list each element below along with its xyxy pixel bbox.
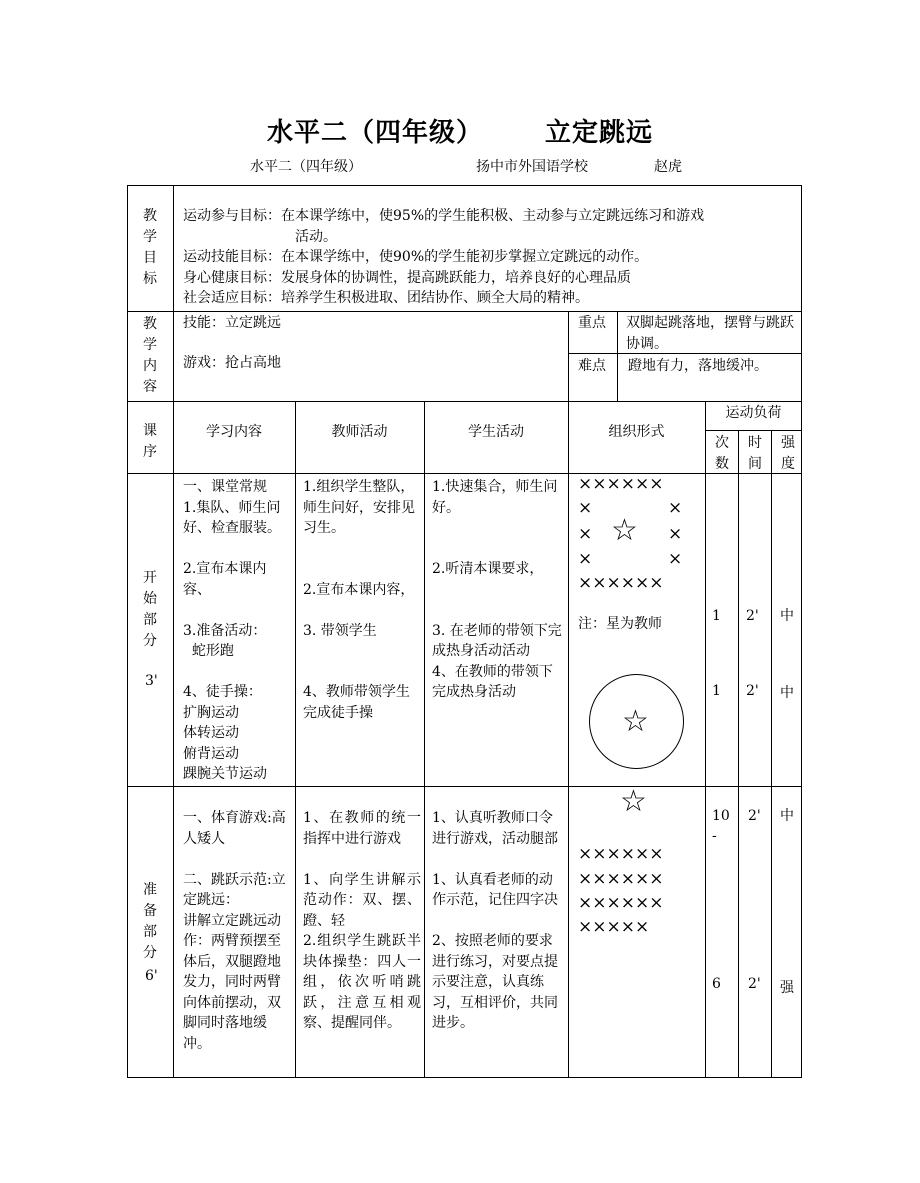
key-point-label: 重点: [578, 315, 606, 331]
section1-times-2: 1: [712, 683, 721, 699]
section1-duration-1: 2': [746, 608, 759, 624]
formation-row: ××××××: [578, 474, 664, 494]
header-order: 课序: [143, 423, 157, 460]
school-label: 扬中市外国语学校: [476, 159, 588, 175]
header-learn: 学习内容: [206, 424, 262, 440]
content-skill: 技能：立定跳远: [183, 315, 281, 331]
section1-intensity-2: 中: [780, 685, 794, 701]
formation-row: ××××××: [578, 893, 664, 913]
section1-duration-2: 2': [746, 683, 759, 699]
section1-teacher: 1.组织学生整队，师生问好，安排见习生。 2.宣布本课内容， 3. 带领学生 4、教师带领学生完成徒手操: [303, 479, 415, 721]
header-load: 运动负荷: [725, 405, 782, 421]
section2-learn: 一、体育游戏:高人矮人 二、跳跃示范:立定跳远： 讲解立定跳远动作：两臂预摆至体后，双腿蹬地发力，同时两臂向体前摆动，双脚同时落地缓冲。: [183, 810, 286, 1052]
section1-label: 开始部分: [143, 570, 157, 649]
goals-label: 教学目标: [143, 208, 157, 287]
formation-row: ×: [668, 524, 683, 544]
content-label: 教学内容: [143, 316, 157, 395]
section1-intensity-1: 中: [780, 608, 794, 624]
teacher-name: 赵虎: [654, 159, 682, 175]
formation-row: ××××××: [578, 573, 664, 593]
section2-times-2: 6: [712, 976, 721, 992]
formation-row: ×: [668, 549, 683, 569]
formation-row: ××××××: [578, 869, 664, 889]
header-times: 次数: [715, 435, 729, 472]
header-student: 学生活动: [468, 424, 524, 440]
section1-student: 1.快速集合，师生问好。 2.听清本课要求， 3. 在老师的带领下完成热身活动活动 4、在教师的带领下完成热身活动: [432, 479, 562, 700]
goal-health: 身心健康目标：发展身体的协调性，提高跳跃能力，培养良好的心理品质: [183, 269, 631, 286]
section2-duration-1: 2': [748, 808, 761, 824]
section2-student: 1、认真听教师口令进行游戏，活动腿部 1、认真看老师的动作示范，记住四字决 2、按照老师的要求进行练习，对要点提示要注意，认真练习，互相评价，共同进步。: [432, 810, 558, 1031]
header-organization: 组织形式: [608, 424, 665, 440]
header-intensity: 强度: [781, 435, 795, 472]
goal-skill: 运动技能目标：在本课学练中，使90%的学生能初步掌握立定跳远的动作。: [183, 249, 649, 265]
formation-row: ×: [578, 524, 593, 544]
section1-learn: 一、课堂常规 1.集队、师生问好、检查服装。 2.宣布本课内容、 3.准备活动： 蛇形跑 4、徒手操： 扩胸运动 体转运动 俯背运动 踝腕关节运动: [183, 479, 281, 782]
goal-social: 社会适应目标：培养学生积极进取、团结协作、顾全大局的精神。: [183, 290, 589, 306]
grade-label: 水平二（四年级）: [250, 159, 362, 175]
section2-duration-2: 2': [748, 976, 761, 992]
teacher-star-icon: ☆: [622, 704, 649, 739]
section2-intensity-2: 强: [780, 980, 794, 996]
section2-label: 准备部分: [143, 882, 157, 961]
goal-participation-cont: 活动。: [295, 228, 337, 245]
section1-times-1: 1: [712, 608, 721, 624]
formation-row: ×: [578, 549, 593, 569]
section2-times-1: 10 -: [712, 808, 730, 844]
section2-teacher: 1、在教师的统一指挥中进行游戏 1、向学生讲解示范动作：双、摆、蹬、轻 2.组织学生跳跃半块体操垫：四人一组，依次听哨跳跃，注意互相观察、提醒同伴。: [303, 810, 421, 1031]
key-point-text: 双脚起跳落地，摆臂与跳跃协调。: [626, 315, 794, 352]
formation-row: ××××××: [578, 844, 664, 864]
goal-participation: 运动参与目标：在本课学练中，使95%的学生能积极、主动参与立定跳远练习和游戏: [183, 208, 705, 224]
formation-row: ×: [668, 498, 683, 518]
page-title: 水平二（四年级） 立定跳远: [266, 118, 654, 148]
section2-minutes: 6': [145, 968, 158, 984]
header-duration: 时间: [748, 435, 762, 472]
section2-intensity-1: 中: [780, 808, 794, 824]
formation-note: 注：星为教师: [578, 616, 662, 632]
section1-minutes: 3': [145, 673, 158, 689]
difficulty-text: 蹬地有力，落地缓冲。: [628, 358, 768, 374]
header-teacher: 教师活动: [331, 424, 388, 440]
teacher-star-icon: ☆: [620, 784, 647, 819]
formation-row: ×: [578, 498, 593, 518]
goals-list: [183, 206, 798, 309]
formation-row: ×××××: [578, 917, 650, 937]
difficulty-label: 难点: [578, 358, 606, 374]
content-game: 游戏：抢占高地: [183, 355, 281, 371]
teacher-star-icon: ☆: [611, 513, 638, 548]
